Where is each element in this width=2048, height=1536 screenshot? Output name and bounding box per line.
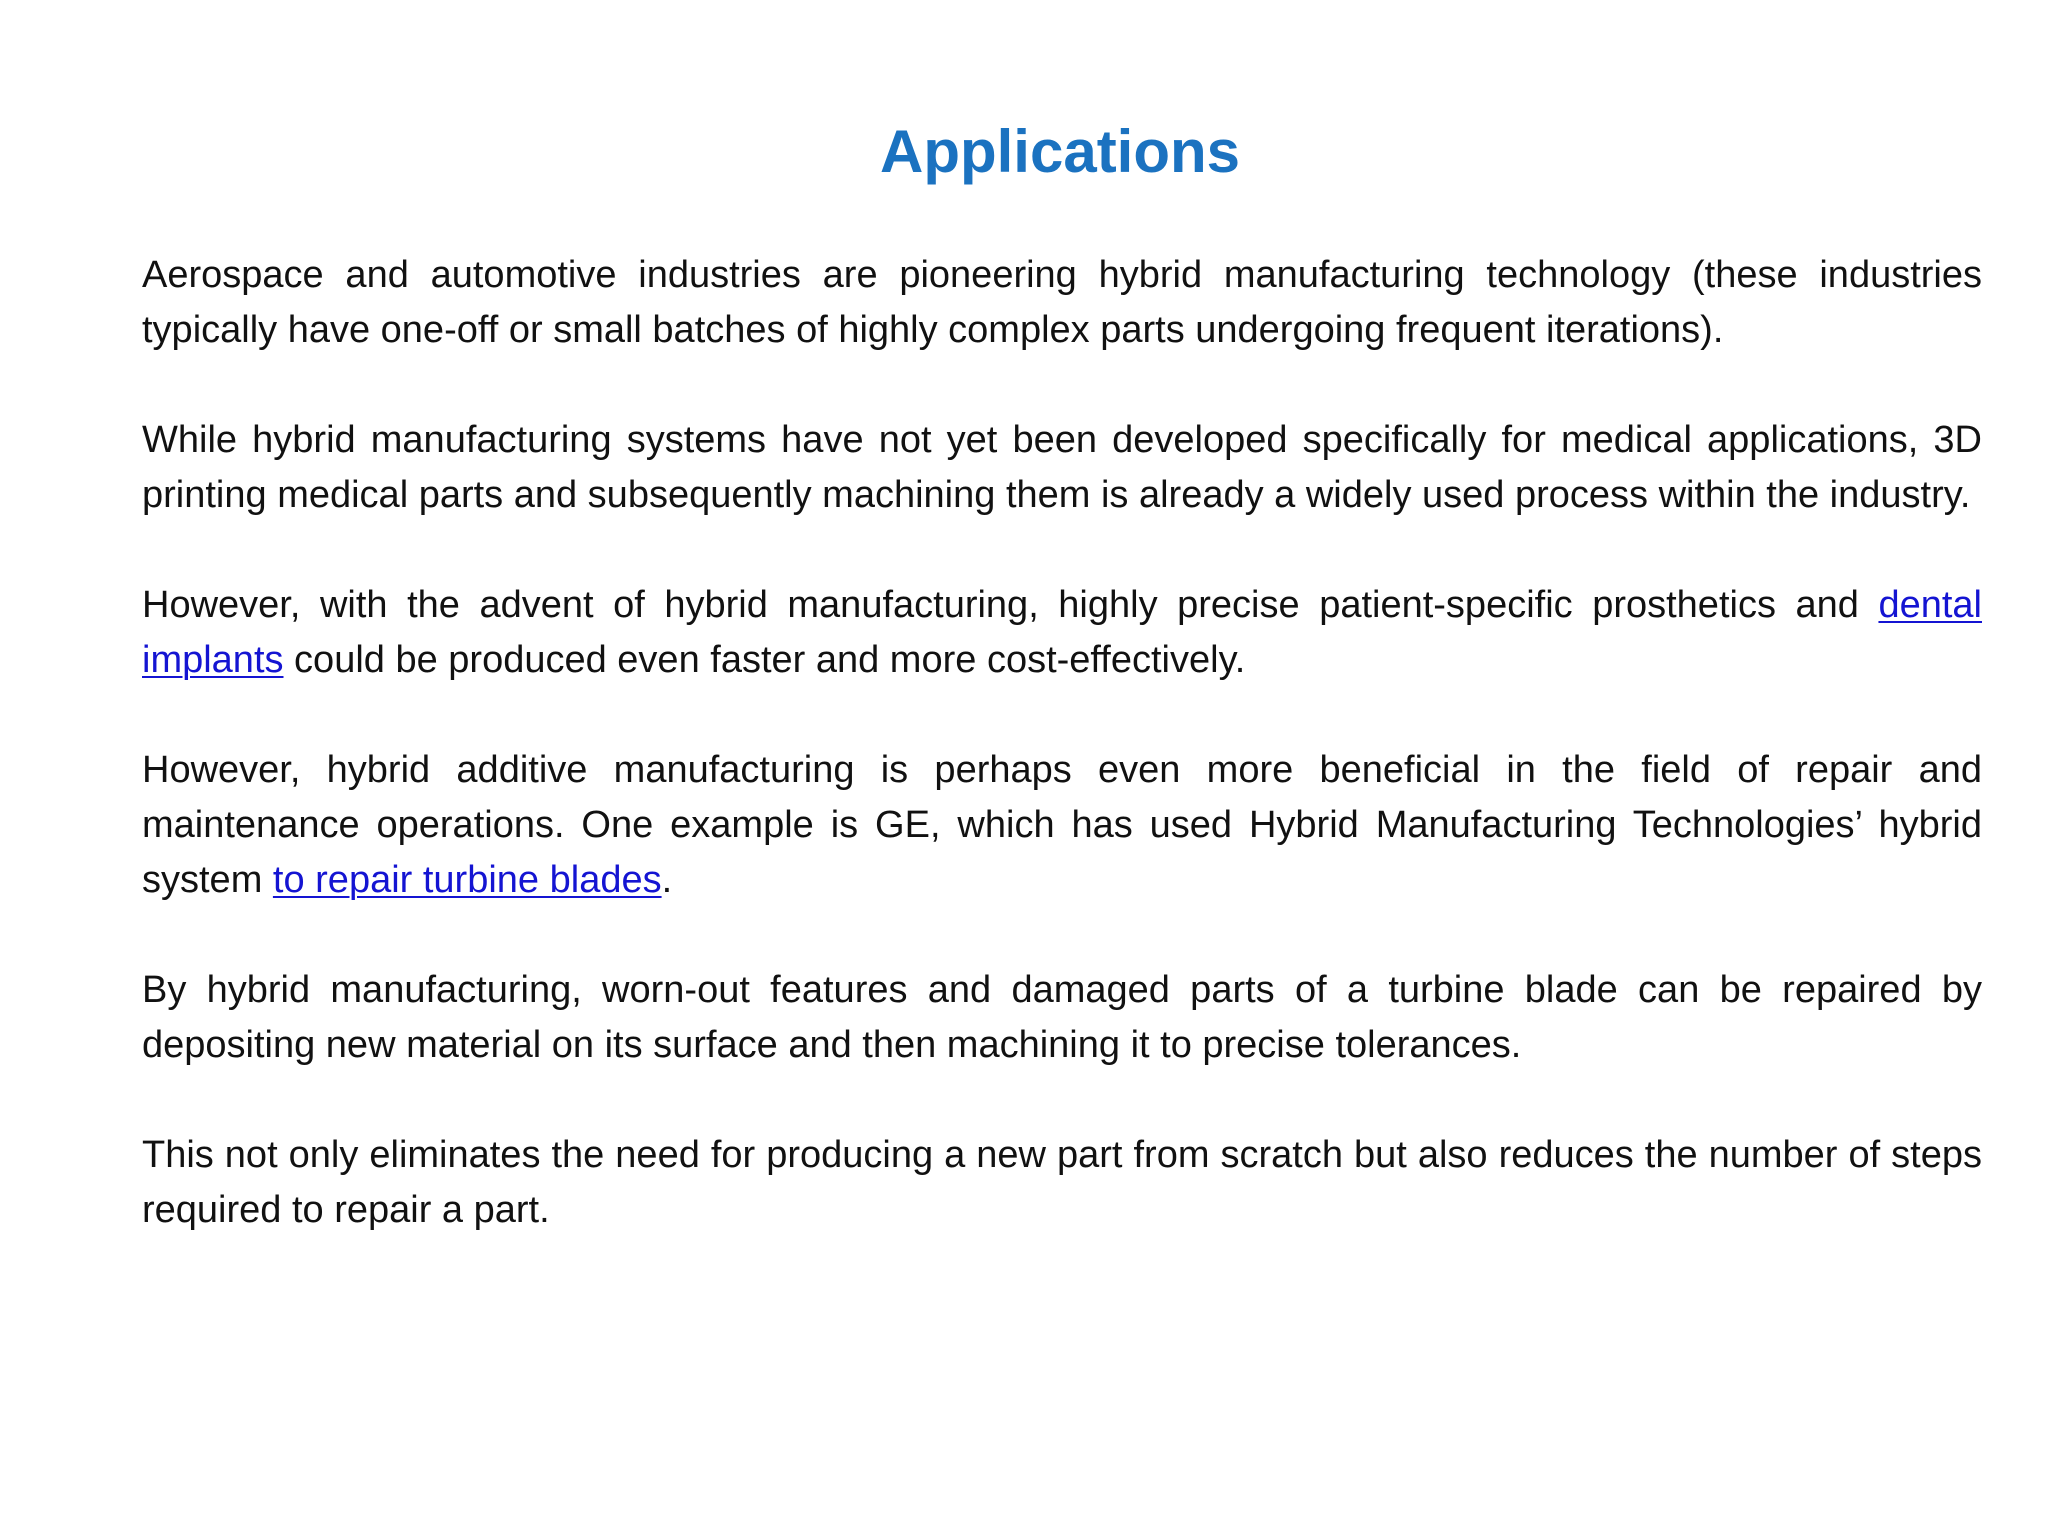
paragraph-eliminates-need: This not only eliminates the need for producing a new part from scratch but also reduces the number of steps required to repair a part. [142,1134,1982,1231]
paragraph-aerospace-automotive: Aerospace and automotive industries are pioneering hybrid manufacturing technology (these industries typically have one-off or small batches of highly complex parts undergoing frequent iterations). [142,254,1982,351]
paragraph-medical-applications: While hybrid manufacturing systems have not yet been developed specifically for medical applications, 3D printing medical parts and subsequently machining them is already a widely used process within the industry. [142,419,1982,516]
dental-implants-link[interactable]: dental implants [142,584,1982,681]
paragraph-repair-maintenance [142,743,1982,908]
slide-title: Applications [879,118,1241,185]
paragraph-text: . [661,859,673,901]
repair-turbine-blades-link[interactable]: to repair turbine blades [272,859,662,901]
paragraph-dental-implants [142,578,1982,688]
paragraph-turbine-blade-repair: By hybrid manufacturing, worn-out features and damaged parts of a turbine blade can be repaired by depositing new material on its surface and then machining it to precise tolerances. [142,969,1982,1066]
paragraph-text: could be produced even faster and more cost-effectively. [283,639,1246,681]
paragraph-text: However, hybrid additive manufacturing is perhaps even more beneficial in the field of repair and maintenance operations. One example is GE, which has used Hybrid Manufacturing Technologies’ hybrid system [142,749,1982,901]
paragraph-text: However, with the advent of hybrid manufacturing, highly precise patient-specific prosthetics and [142,584,1879,626]
slide-body [142,248,1982,1293]
